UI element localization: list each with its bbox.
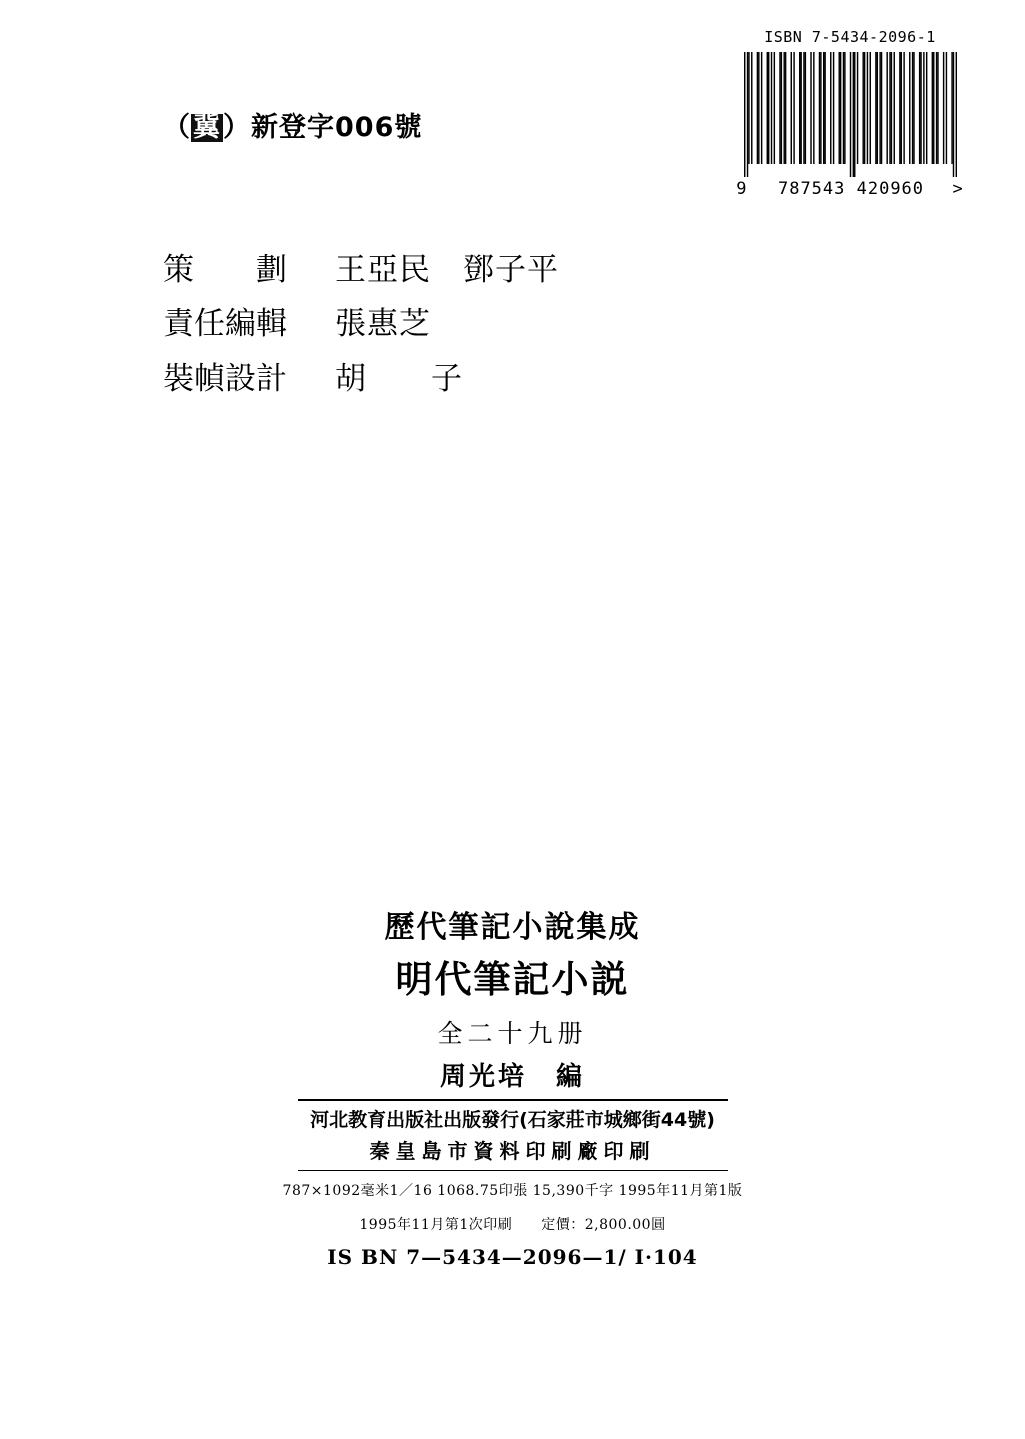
credit-name-value: 胡 子 <box>335 360 463 397</box>
series-title: 歷代筆記小說集成 <box>384 910 641 945</box>
credit-role-label: 責任編輯 <box>163 306 287 343</box>
credit-role-label: 策 劃 <box>163 252 287 288</box>
volume-count: 全二十九册 <box>437 1019 588 1049</box>
credit-row <box>163 352 559 406</box>
barcode-digit-left: 9 <box>736 179 748 199</box>
specs-line-2: 1995年11月第1次印刷 定價：2,800.00圓 <box>359 1216 666 1233</box>
barcode-icon <box>744 52 957 177</box>
divider-top <box>298 1099 728 1101</box>
barcode-block <box>735 28 965 199</box>
registration-boxed-char: 冀 <box>193 112 221 143</box>
editor-name: 周光培 編 <box>439 1062 585 1093</box>
registration-line <box>163 105 422 144</box>
registration-suffix: ）新登字006號 <box>223 112 423 143</box>
registration-prefix: （ <box>163 112 191 143</box>
divider-bottom <box>298 1170 728 1171</box>
credit-name-value: 王亞民 鄧子平 <box>335 252 559 288</box>
publisher-line: 河北教育出版社出版發行(石家莊市城鄉街44號) <box>310 1109 715 1132</box>
isbn-colophon: IS BN 7—5434—2096—1/ I·104 <box>327 1244 698 1269</box>
barcode-digit-right: > <box>952 179 964 199</box>
barcode-digit-main: 787543 420960 <box>777 179 925 199</box>
credit-row <box>163 243 559 297</box>
credit-name-value: 張惠芝 <box>335 306 431 343</box>
credit-role-label: 裝幀設計 <box>163 360 287 397</box>
colophon-block <box>0 908 1025 1269</box>
credit-row <box>163 297 559 351</box>
printer-line: 秦皇島市資料印刷廠印刷 <box>369 1138 656 1163</box>
isbn-above-barcode: ISBN 7-5434-2096-1 <box>764 28 936 46</box>
book-title: 明代筆記小説 <box>395 956 630 1001</box>
credits-block <box>163 243 559 406</box>
barcode-digits <box>735 179 965 199</box>
specs-line-1: 787×1092毫米1／16 1068.75印張 15,390千字 1995年11月第1版 <box>282 1182 743 1199</box>
